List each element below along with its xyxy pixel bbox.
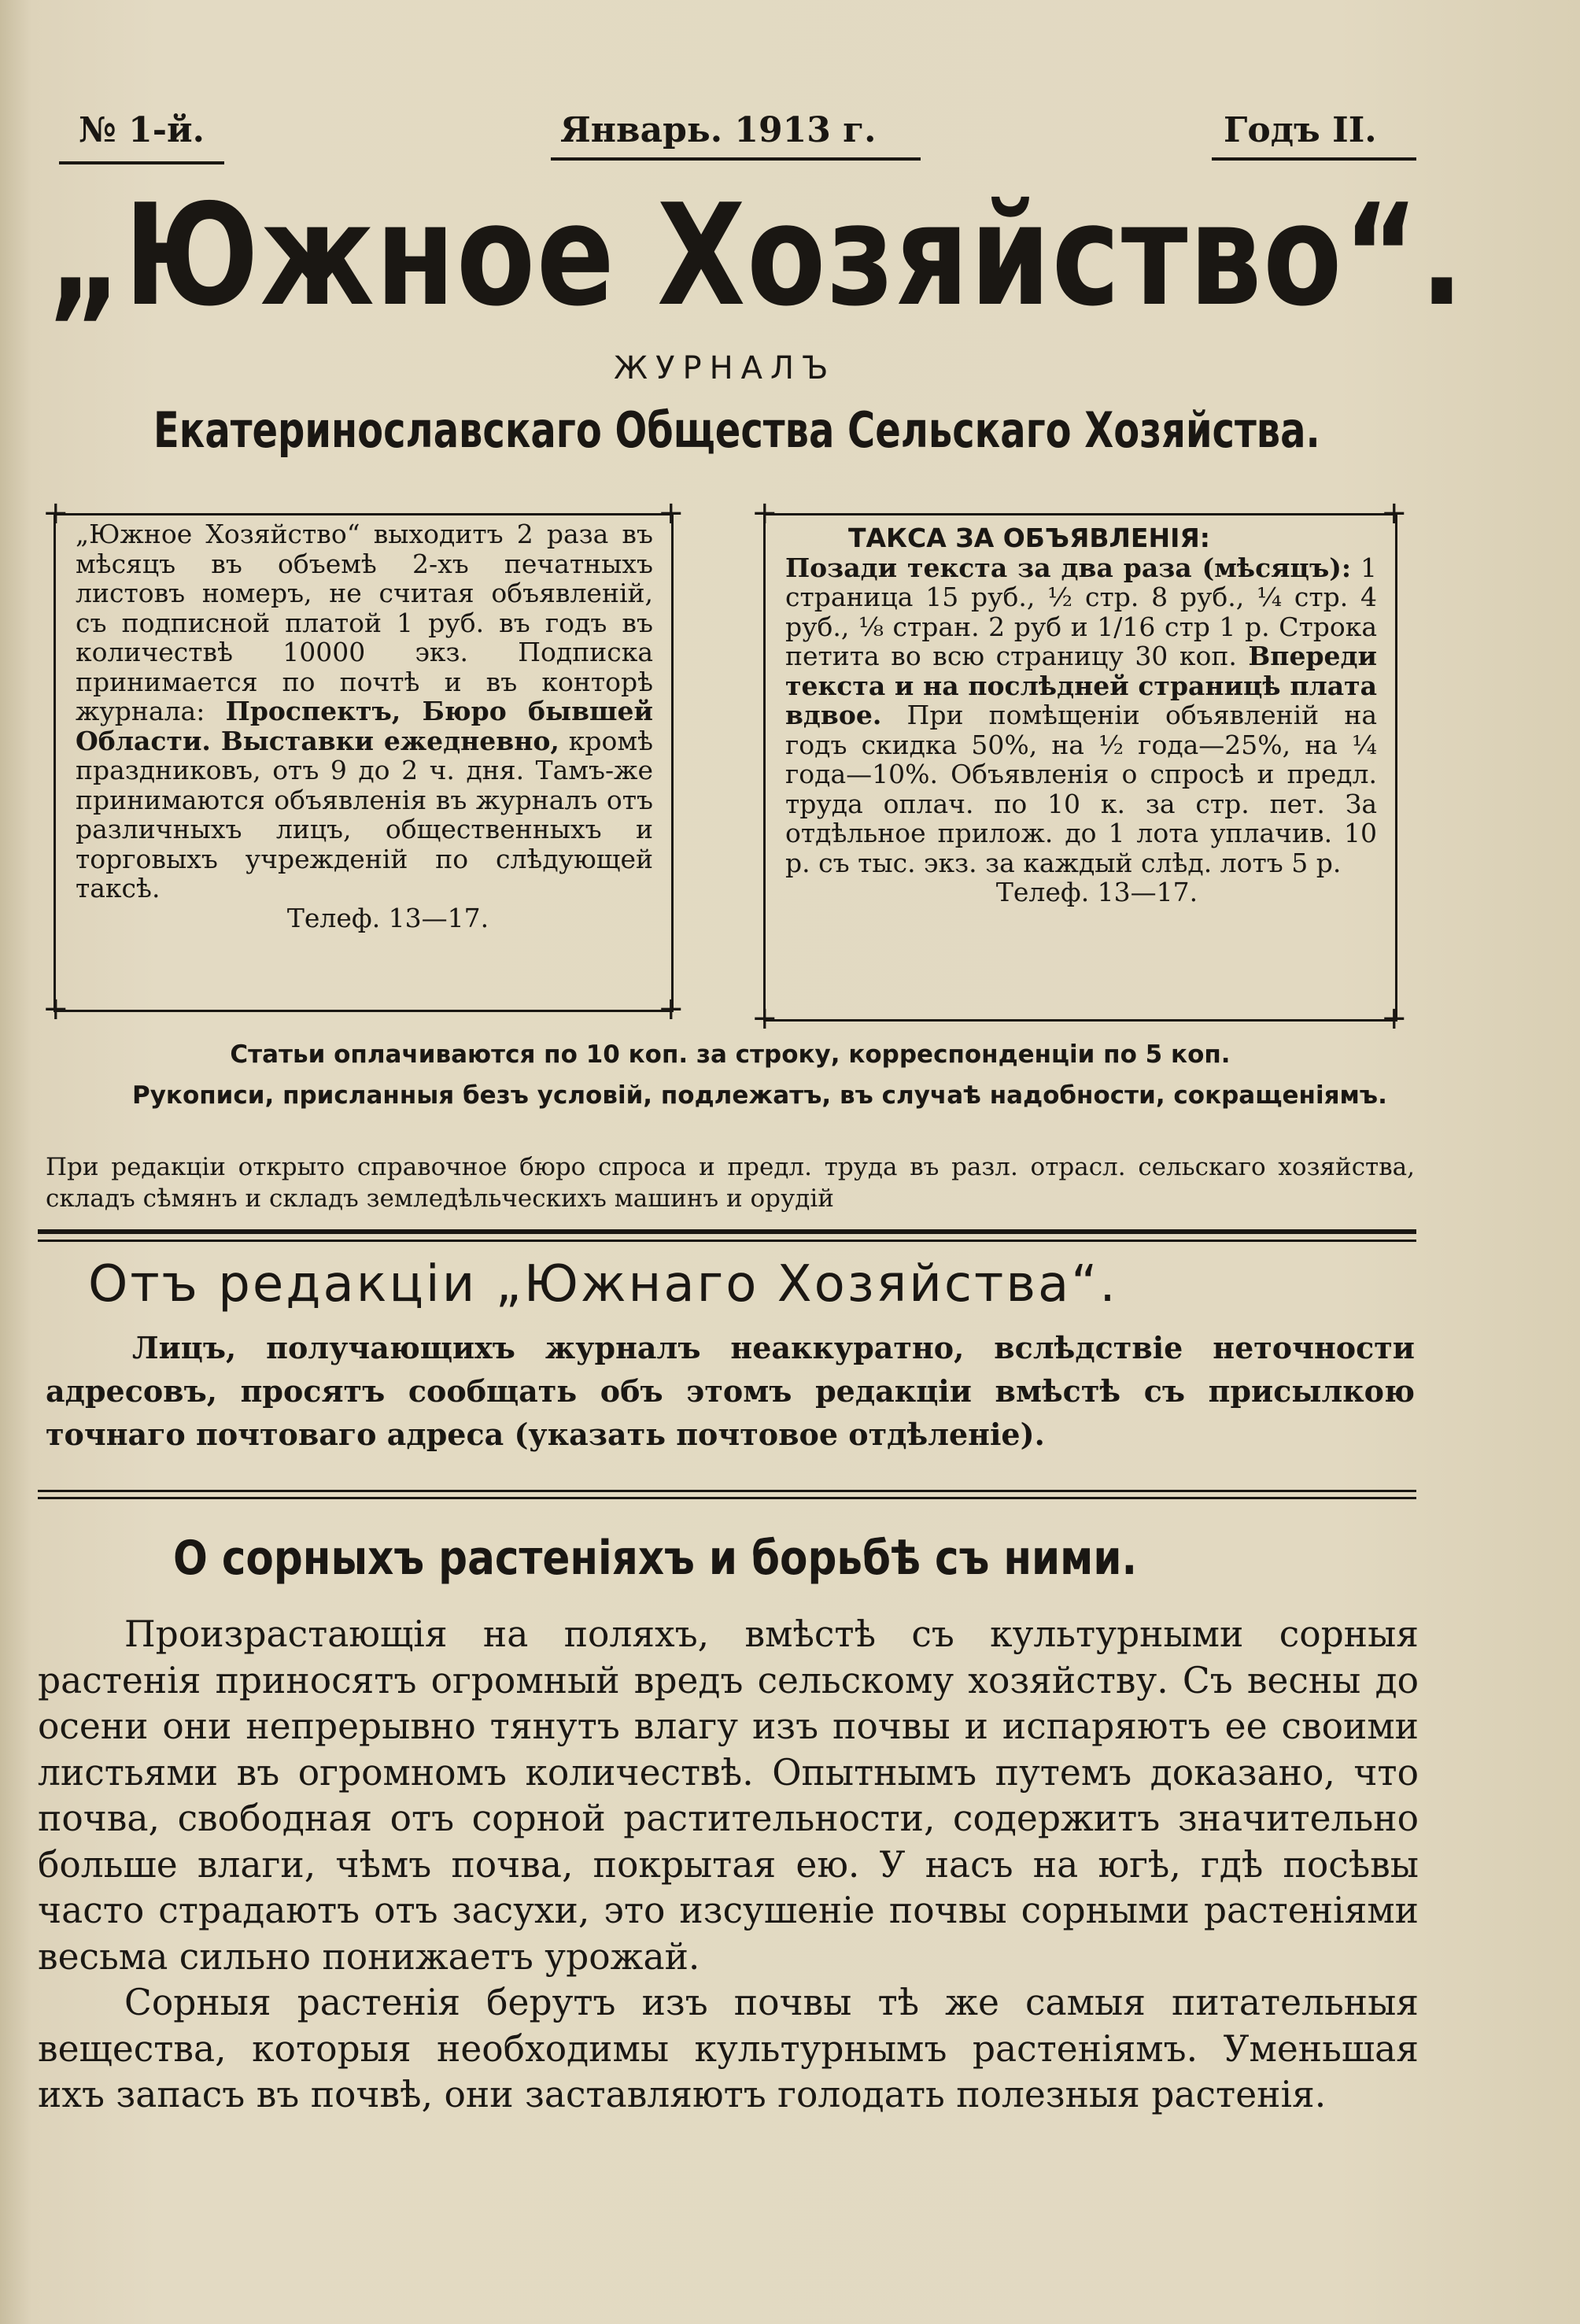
box-corner-ornament: + [42,991,69,1027]
society-name: Екатеринославскаго Общества Сельскаго Хозяйства. [153,401,1320,459]
office-hours: кромѣ праздниковъ, отъ 9 до 2 ч. дня. Тамъ-же принимаются объявленія въ журналъ отъ различныхъ лицъ, общественныхъ и торговыхъ учрежденій по слѣдующей таксѣ. [76,725,653,903]
subscription-info: „Южное Хозяйство“ выходитъ 2 раза въ мѣсяцъ въ объемѣ 2-хъ печатныхъ листовъ номеръ, не считая объявленій, съ подписной платой 1 руб. въ годъ въ количествѣ 10000 экз. Подписка принимается по почтѣ и въ конторѣ журнала: [76,519,653,726]
date-underline [551,157,921,161]
article-body [38,1612,1419,2119]
ad-rates-text [785,523,1377,907]
journal-title: „Южное Хозяйство“. [47,174,1465,337]
issue-underline [59,161,224,164]
subscription-text [76,519,653,933]
editorial-body [46,1326,1415,1456]
payment-note: Статьи оплачиваются по 10 коп. за строку, корреспонденціи по 5 коп. [230,1040,1231,1069]
journal-subtitle: ЖУРНАЛЪ [614,350,836,386]
box-corner-ornament: + [658,495,685,531]
editorial-title: Отъ редакціи „Южнаго Хозяйства“. [88,1255,1118,1313]
subscription-phone: Телеф. 13—17. [286,902,489,933]
office-address: Проспектъ, Бюро бывшей Области. Выставки ежедневно, [76,696,653,756]
box-corner-ornament: + [1381,495,1408,531]
ad-rates-front: Впереди текста и на послѣдней страницѣ плата вдвое. [785,641,1377,730]
journal-year: Годъ II. [1224,110,1377,150]
manuscripts-note: Рукописи, присланныя безъ условій, подлежатъ, въ случаѣ надобности, сокращеніямъ. [132,1081,1387,1110]
box-corner-ornament: + [658,991,685,1027]
year-underline [1212,157,1416,161]
ad-rates-discount: При помѣщеніи объявленій на годъ скидка 50%, на ½ года—25%, на ¼ года—10%. Объявленія о спросѣ и предл. труда оплач. по 10 к. за стр. пет. За отдѣльное прилож. до 1 лота уплачив. 10 р. съ тыс. экз. за каждый слѣд. лотъ 5 р. [785,700,1377,878]
bureau-note: При редакціи открыто справочное бюро спроса и предл. труда въ разл. отрасл. сельскаго хозяйства, складъ сѣмянъ и складъ земледѣльческихъ машинъ и орудій [46,1153,1415,1213]
box-corner-ornament: + [42,495,69,531]
box-corner-ornament: + [751,495,778,531]
section-divider [38,1490,1416,1492]
ad-rates-phone: Телеф. 13—17. [995,877,1198,907]
article-paragraph: Произрастающія на поляхъ, вмѣстѣ съ культурными сорныя растенія приносятъ огромный вредъ сельскому хозяйству. Съ весны до осени они непрерывно тянутъ влагу изъ почвы и испаряютъ ее своими листьями въ огромномъ количествѣ. Опытнымъ путемъ доказано, что почва, свободная отъ сорной растительности, содержитъ значительно больше влаги, чѣмъ почва, покрытая ею. У насъ на югѣ, гдѣ посѣвы часто страдаютъ отъ засухи, это изсушеніе почвы сорными растеніями весьма сильно понижаетъ урожай. [38,1613,1419,1978]
ad-rates-list: 1 страница 15 руб., ½ стр. 8 руб., ¼ стр. 4 руб., ⅛ стран. 2 руб и 1/16 стр 1 р. Строка петита во всю страницу 30 коп. [785,552,1377,671]
ad-rates-behind: Позади текста за два раза (мѣсяцъ): [785,552,1352,583]
section-divider [38,1229,1416,1234]
section-divider [38,1240,1416,1242]
box-corner-ornament: + [751,1000,778,1036]
section-divider [38,1497,1416,1499]
article-paragraph: Сорныя растенія берутъ изъ почвы тѣ же самыя питательныя вещества, которыя необходимы культурнымъ растеніямъ. Уменьшая ихъ запасъ въ почвѣ, они заставляютъ голодать полезныя растенія. [38,1982,1419,2115]
box-corner-ornament: + [1381,1000,1408,1036]
issue-date: Январь. 1913 г. [560,110,877,150]
issue-number: № 1-й. [79,110,205,150]
ad-rates-title: ТАКСА ЗА ОБЪЯВЛЕНІЯ: [848,523,1210,553]
editorial-text: Лицъ, получающихъ журналъ неаккуратно, вслѣдствіе неточности адресовъ, просятъ сообщать объ этомъ редакціи вмѣстѣ съ присылкою точнаго почтоваго адреса (указать почтовое отдѣленіе). [46,1330,1415,1452]
article-title: О сорныхъ растеніяхъ и борьбѣ съ ними. [173,1531,1138,1586]
